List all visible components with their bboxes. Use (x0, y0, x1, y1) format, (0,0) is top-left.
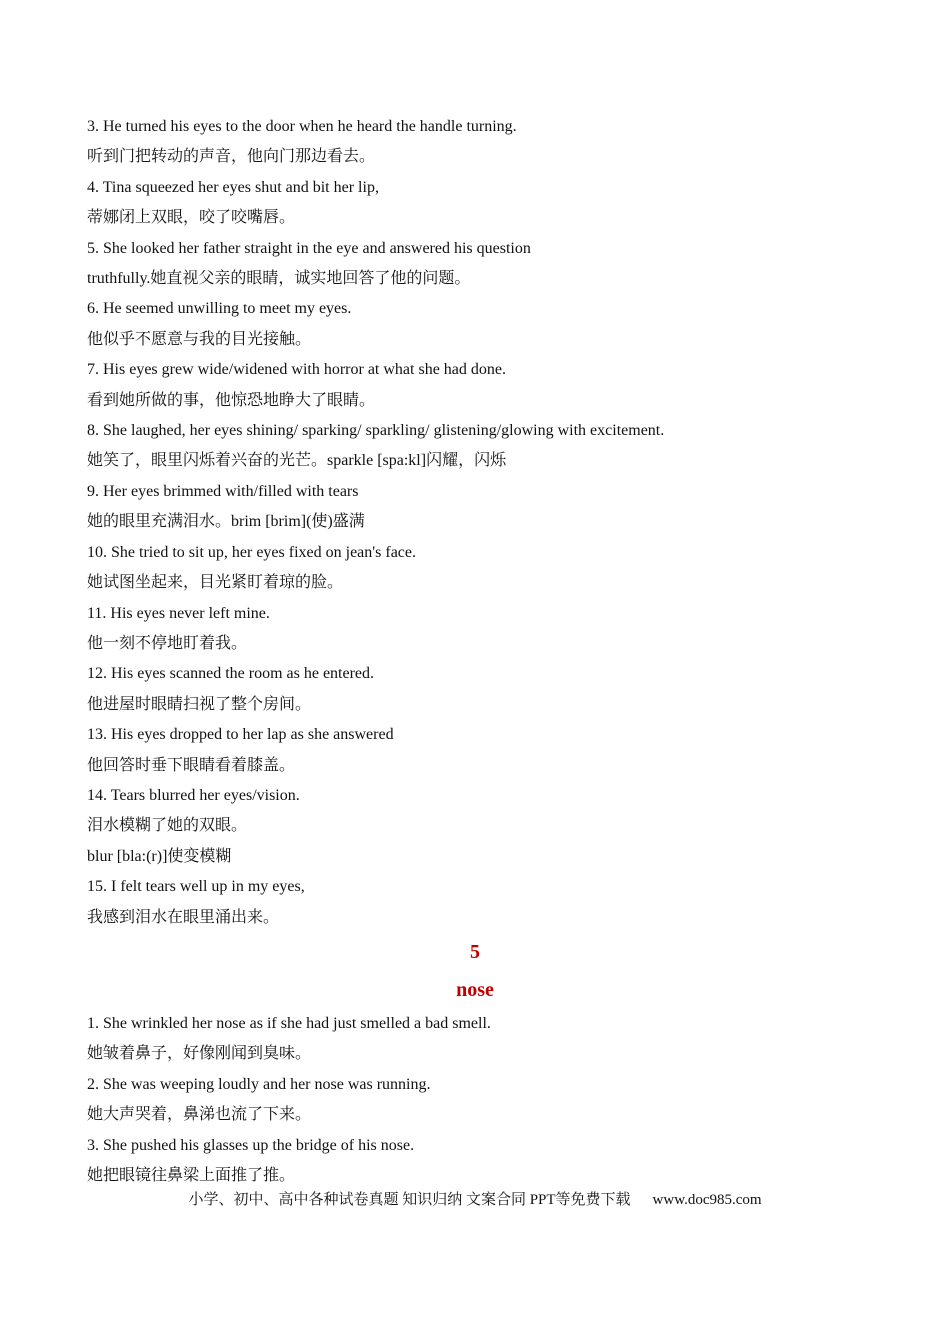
sentence-eyes-15-zh: 我感到泪水在眼里涌出来。 (87, 908, 280, 926)
sentence-eyes-6-zh: 他似乎不愿意与我的目光接触。 (87, 330, 312, 348)
sentence-eyes-11-zh: 他一刻不停地盯着我。 (87, 634, 248, 652)
sentence-eyes-8-zh: 她笑了，眼里闪烁着兴奋的光芒。sparkle [spa:kl]闪耀，闪烁 (87, 452, 507, 470)
sentence-eyes-9-en: 9. Her eyes brimmed with/filled with tears (87, 482, 359, 500)
sentence-eyes-12-en: 12. His eyes scanned the room as he entered. (87, 665, 375, 683)
section-number: 5 (470, 940, 480, 963)
sentence-nose-1-en: 1. She wrinkled her nose as if she had just smelled a bad smell. (87, 1014, 491, 1032)
sentence-eyes-7-zh: 看到她所做的事，他惊恐地睁大了眼睛。 (87, 391, 376, 409)
footer-website: www.doc985.com (652, 1192, 762, 1208)
page-footer (0, 1188, 950, 1212)
sentence-eyes-7-en: 7. His eyes grew wide/widened with horror at what she had done. (87, 361, 506, 379)
sentence-eyes-3-zh: 听到门把转动的声音，他向门那边看去。 (87, 148, 376, 166)
sentence-eyes-6-en: 6. He seemed unwilling to meet my eyes. (87, 300, 352, 318)
sentence-eyes-10-zh: 她试图坐起来，目光紧盯着琼的脸。 (87, 574, 344, 592)
vocab-note-blur: blur [bla:(r)]使变模糊 (87, 847, 232, 865)
sentence-eyes-14-en: 14. Tears blurred her eyes/vision. (87, 786, 300, 804)
sentence-nose-3-en: 3. She pushed his glasses up the bridge of his nose. (87, 1136, 415, 1154)
document-body (87, 112, 867, 1191)
sentence-eyes-4-en: 4. Tina squeezed her eyes shut and bit her lip, (87, 178, 379, 196)
sentence-eyes-8-en: 8. She laughed, her eyes shining/ sparking/ sparkling/ glistening/glowing with excitement. (87, 422, 665, 440)
sentence-eyes-9-zh: 她的眼里充满泪水。brim [brim](使)盛满 (87, 513, 365, 531)
sentence-eyes-13-zh: 他回答时垂下眼睛看着膝盖。 (87, 756, 296, 774)
sentence-eyes-11-en: 11. His eyes never left mine. (87, 604, 270, 622)
sentence-eyes-10-en: 10. She tried to sit up, her eyes fixed on jean's face. (87, 543, 417, 561)
sentence-eyes-15-en: 15. I felt tears well up in my eyes, (87, 878, 305, 896)
sentence-eyes-12-zh: 他进屋时眼睛扫视了整个房间。 (87, 695, 312, 713)
sentence-eyes-13-en: 13. His eyes dropped to her lap as she answered (87, 726, 394, 744)
sentence-nose-2-en: 2. She was weeping loudly and her nose was running. (87, 1075, 431, 1093)
section-title: nose (456, 978, 494, 1001)
sentence-nose-3-zh: 她把眼镜往鼻梁上面推了推。 (87, 1167, 296, 1184)
footer-text: 小学、初中、高中各种试卷真题 知识归纳 文案合同 PPT等免费下载 (188, 1192, 631, 1208)
sentence-eyes-3-en: 3. He turned his eyes to the door when he heard the handle turning. (87, 118, 517, 135)
sentence-nose-1-zh: 她皱着鼻子，好像刚闻到臭味。 (87, 1045, 312, 1063)
sentence-nose-2-zh: 她大声哭着，鼻涕也流了下来。 (87, 1106, 312, 1124)
sentence-eyes-5-en: 5. She looked her father straight in the eye and answered his question (87, 239, 531, 257)
sentence-eyes-4-zh: 蒂娜闭上双眼，咬了咬嘴唇。 (87, 209, 296, 227)
sentence-eyes-5-zh: truthfully.她直视父亲的眼睛，诚实地回答了他的问题。 (87, 270, 471, 288)
sentence-eyes-14-zh: 泪水模糊了她的双眼。 (87, 817, 248, 835)
